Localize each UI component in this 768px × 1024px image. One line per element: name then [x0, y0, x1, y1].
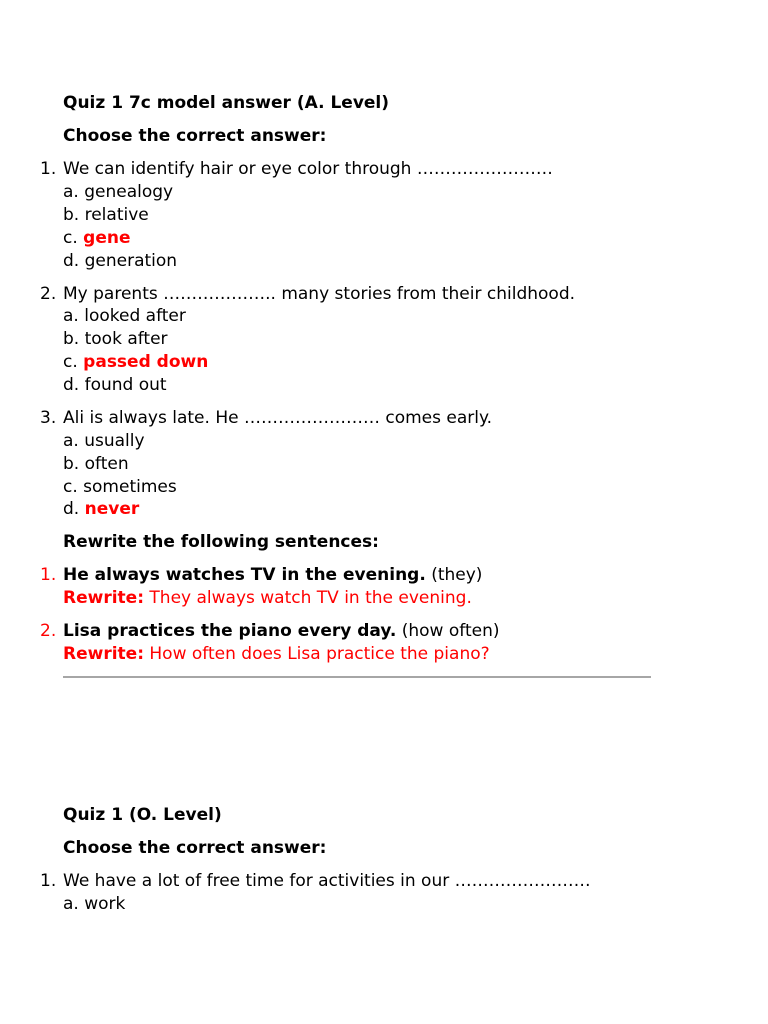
option: [63, 430, 145, 452]
question-number: 2.: [40, 284, 57, 304]
rewrite-sentence: He always watches TV in the evening.: [63, 565, 426, 585]
option-letter: c.: [63, 228, 78, 248]
rewrite-sentence-line: [63, 564, 482, 586]
option-text: usually: [84, 431, 145, 451]
correct-answer: never: [84, 499, 140, 519]
question-number: 1.: [40, 159, 57, 179]
rewrite-number: 2.: [40, 621, 57, 641]
option-letter: d.: [63, 251, 80, 271]
rewrite-answer: They always watch TV in the evening.: [144, 588, 472, 608]
option: [63, 893, 125, 915]
option-text: sometimes: [83, 477, 177, 497]
option-text: work: [84, 894, 126, 914]
option: [63, 181, 173, 203]
question-number: 3.: [40, 408, 57, 428]
option: [63, 305, 186, 327]
rewrite-sentence-line: [63, 620, 499, 642]
option-letter: b.: [63, 454, 80, 474]
option: [63, 328, 168, 350]
rewrite-label: Rewrite:: [63, 644, 144, 664]
option-letter: a.: [63, 894, 79, 914]
option: [63, 250, 177, 272]
option-letter: d.: [63, 499, 80, 519]
question-text: Ali is always late. He …………………… comes early.: [63, 408, 493, 428]
question-number: 1.: [40, 871, 57, 891]
option-letter: c.: [63, 477, 78, 497]
question-text: My parents ……………….. many stories from their childhood.: [63, 284, 576, 304]
rewrite-label: Rewrite:: [63, 588, 144, 608]
rewrite-answer: How often does Lisa practice the piano?: [144, 644, 490, 664]
option-text: looked after: [84, 306, 186, 326]
quiz-instruction: Choose the correct answer:: [63, 126, 327, 146]
option-correct: [63, 227, 131, 249]
option-text: found out: [84, 375, 167, 395]
question-text: We have a lot of free time for activities in our ……………………: [63, 871, 591, 891]
option-text: took after: [84, 329, 168, 349]
option-text: generation: [84, 251, 178, 271]
option: [63, 453, 129, 475]
option-text: relative: [84, 205, 149, 225]
rewrite-heading: Rewrite the following sentences:: [63, 532, 379, 552]
option-letter: c.: [63, 352, 78, 372]
option-letter: a.: [63, 306, 79, 326]
quiz-instruction: Choose the correct answer:: [63, 838, 327, 858]
option-letter: b.: [63, 205, 80, 225]
option-letter: a.: [63, 182, 79, 202]
section-divider: [63, 676, 651, 678]
correct-answer: passed down: [83, 352, 209, 372]
option-correct: [63, 498, 139, 520]
rewrite-hint: (they): [425, 565, 483, 585]
rewrite-number: 1.: [40, 565, 57, 585]
rewrite-sentence: Lisa practices the piano every day.: [63, 621, 397, 641]
option-letter: a.: [63, 431, 79, 451]
option: [63, 374, 167, 396]
option-text: often: [84, 454, 129, 474]
option-text: genealogy: [84, 182, 174, 202]
rewrite-hint: (how often): [396, 621, 500, 641]
option: [63, 476, 177, 498]
quiz-title: Quiz 1 (O. Level): [63, 805, 222, 825]
option: [63, 204, 149, 226]
rewrite-answer-line: [63, 643, 490, 665]
correct-answer: gene: [83, 228, 131, 248]
quiz-title: Quiz 1 7c model answer (A. Level): [63, 93, 390, 113]
option-correct: [63, 351, 208, 373]
option-letter: d.: [63, 375, 80, 395]
option-letter: b.: [63, 329, 80, 349]
rewrite-answer-line: [63, 587, 472, 609]
question-text: We can identify hair or eye color through ……………………: [63, 159, 553, 179]
